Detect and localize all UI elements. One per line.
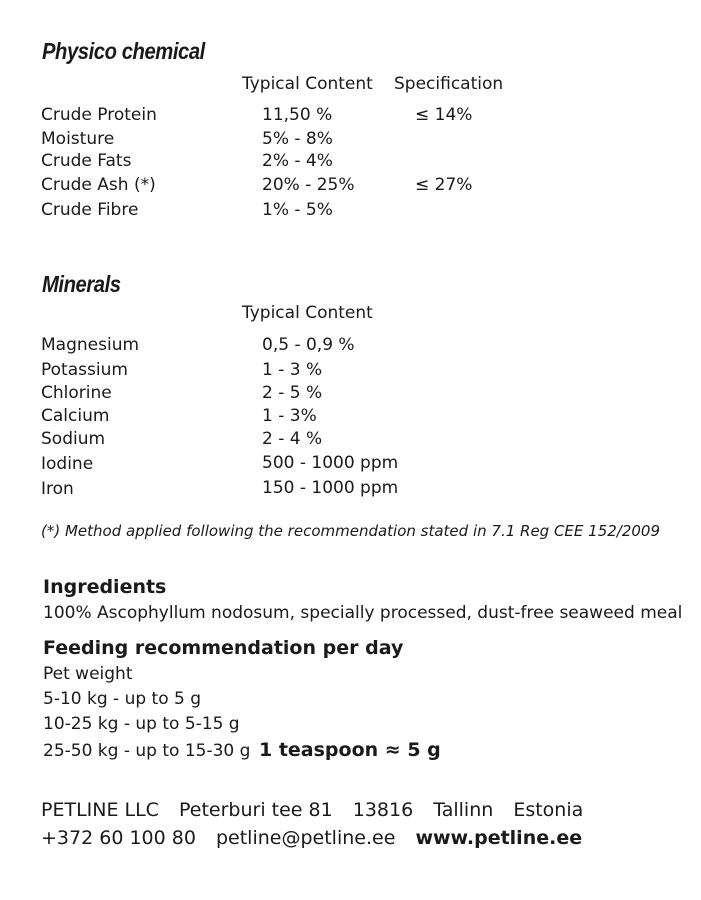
mineral-row-label: Chlorine	[41, 383, 112, 403]
physico-row-value: 11,50 %	[262, 105, 333, 125]
mineral-row-label: Magnesium	[41, 335, 140, 355]
mineral-row-label: Iodine	[41, 454, 94, 474]
physico-spec-header: Specification	[394, 74, 504, 94]
feeding-heading: Feeding recommendation per day	[43, 637, 404, 659]
mineral-row-value: 1 - 3 %	[262, 360, 323, 380]
ingredients-text: 100% Ascophyllum nodosum, specially processed, dust-free seaweed meal	[43, 603, 683, 623]
teaspoon-note: 1 teaspoon ≈ 5 g	[259, 739, 441, 761]
minerals-typical-header: Typical Content	[242, 303, 373, 323]
street-address: Peterburi tee 81	[179, 799, 333, 821]
email-link[interactable]: petline@petline.ee	[215, 827, 396, 849]
mineral-row-value: 2 - 4 %	[262, 429, 323, 449]
physico-chemical-title: Physico chemical	[42, 38, 205, 64]
phone-number: +372 60 100 80	[41, 827, 196, 849]
postcode: 13816	[352, 799, 414, 821]
physico-row-spec: ≤ 14%	[415, 105, 473, 125]
city: Tallinn	[433, 799, 494, 821]
physico-typical-header: Typical Content	[242, 74, 373, 94]
physico-row-label: Crude Ash (*)	[41, 175, 156, 195]
country: Estonia	[513, 799, 584, 821]
company-name: PETLINE LLC	[41, 799, 159, 821]
mineral-row-value: 0,5 - 0,9 %	[262, 335, 355, 355]
mineral-row-label: Sodium	[41, 429, 106, 449]
mineral-row-label: Iron	[41, 479, 74, 499]
website-link[interactable]: www.petline.ee	[415, 827, 583, 849]
physico-row-label: Crude Fibre	[41, 200, 139, 220]
mineral-row-value: 150 - 1000 ppm	[262, 478, 399, 498]
mineral-row-value: 1 - 3%	[262, 406, 317, 426]
contact-line	[41, 827, 596, 849]
feeding-line: 5-10 kg - up to 5 g	[43, 689, 202, 709]
physico-row-label: Crude Protein	[41, 105, 157, 125]
physico-row-value: 20% - 25%	[262, 175, 355, 195]
feeding-line: 25-50 kg - up to 15-30 g	[43, 741, 251, 761]
mineral-row-value: 2 - 5 %	[262, 383, 323, 403]
physico-row-label: Moisture	[41, 129, 115, 149]
physico-row-label: Crude Fats	[41, 151, 132, 171]
physico-row-value: 2% - 4%	[262, 151, 333, 171]
ingredients-heading: Ingredients	[43, 576, 167, 598]
mineral-row-label: Calcium	[41, 406, 110, 426]
mineral-row-label: Potassium	[41, 360, 128, 380]
minerals-title: Minerals	[42, 271, 121, 297]
physico-row-spec: ≤ 27%	[415, 175, 473, 195]
physico-row-value: 1% - 5%	[262, 200, 333, 220]
method-footnote: (*) Method applied following the recommendation stated in 7.1 Reg CEE 152/2009	[41, 522, 661, 540]
mineral-row-value: 500 - 1000 ppm	[262, 453, 399, 473]
physico-row-value: 5% - 8%	[262, 129, 333, 149]
feeding-line: 10-25 kg - up to 5-15 g	[43, 714, 240, 734]
feeding-line: Pet weight	[43, 664, 133, 684]
address-line	[41, 799, 597, 821]
